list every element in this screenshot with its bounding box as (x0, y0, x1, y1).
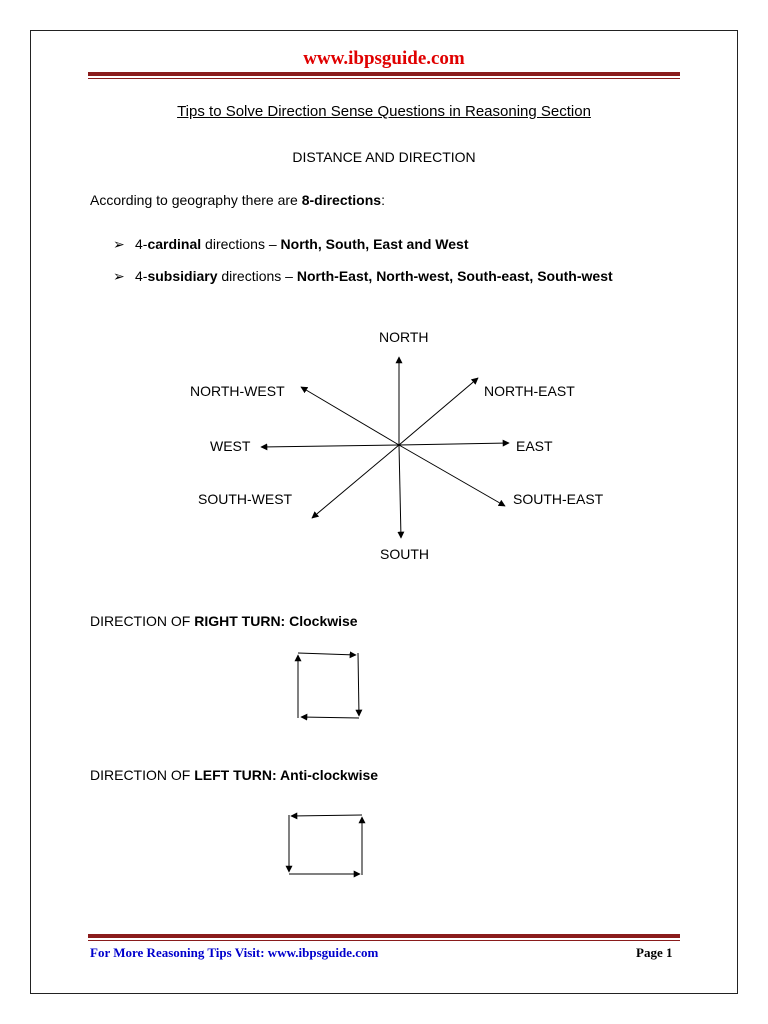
bullet-prefix: 4- (135, 236, 148, 252)
bullet-prefix: 4- (135, 268, 148, 284)
label-south-west: SOUTH-WEST (198, 491, 293, 507)
bullet-arrow-icon: ➢ (113, 236, 125, 252)
intro-prefix: According to geography there are (90, 192, 302, 208)
label-south: SOUTH (380, 546, 429, 562)
label-north: NORTH (379, 329, 429, 345)
footer-link[interactable]: For More Reasoning Tips Visit: www.ibpsguide.com (90, 945, 379, 960)
label-west: WEST (210, 438, 251, 454)
section-heading: DISTANCE AND DIRECTION (292, 149, 476, 165)
footer-rule-thick (88, 934, 680, 938)
label-south-east: SOUTH-EAST (513, 491, 604, 507)
bullet-bold-list: North, South, East and West (280, 236, 469, 252)
left-turn-bold: LEFT TURN: Anti-clockwise (194, 767, 379, 783)
acw-top-arrow (291, 815, 362, 816)
header-site-url[interactable]: www.ibpsguide.com (303, 48, 465, 69)
document-title: Tips to Solve Direction Sense Questions in Reasoning Section (177, 103, 591, 120)
bullet-middle: directions – (217, 268, 297, 284)
left-turn-prefix: DIRECTION OF (90, 767, 195, 783)
page-number: Page 1 (636, 945, 673, 960)
footer-rule-thin (88, 940, 680, 941)
intro-bold: 8-directions (301, 192, 382, 208)
intro-suffix: : (381, 192, 385, 208)
bullet-bold-term: cardinal (147, 236, 202, 252)
bullet-bold-term: subsidiary (147, 268, 218, 284)
bullet-middle: directions – (201, 236, 281, 252)
label-north-east: NORTH-EAST (484, 383, 575, 399)
bullet-arrow-icon: ➢ (113, 268, 125, 284)
right-turn-bold: RIGHT TURN: Clockwise (194, 613, 358, 629)
label-north-west: NORTH-WEST (190, 383, 285, 399)
bullet-bold-list: North-East, North-west, South-east, South-west (296, 268, 613, 284)
label-east: EAST (516, 438, 553, 454)
right-turn-prefix: DIRECTION OF (90, 613, 195, 629)
